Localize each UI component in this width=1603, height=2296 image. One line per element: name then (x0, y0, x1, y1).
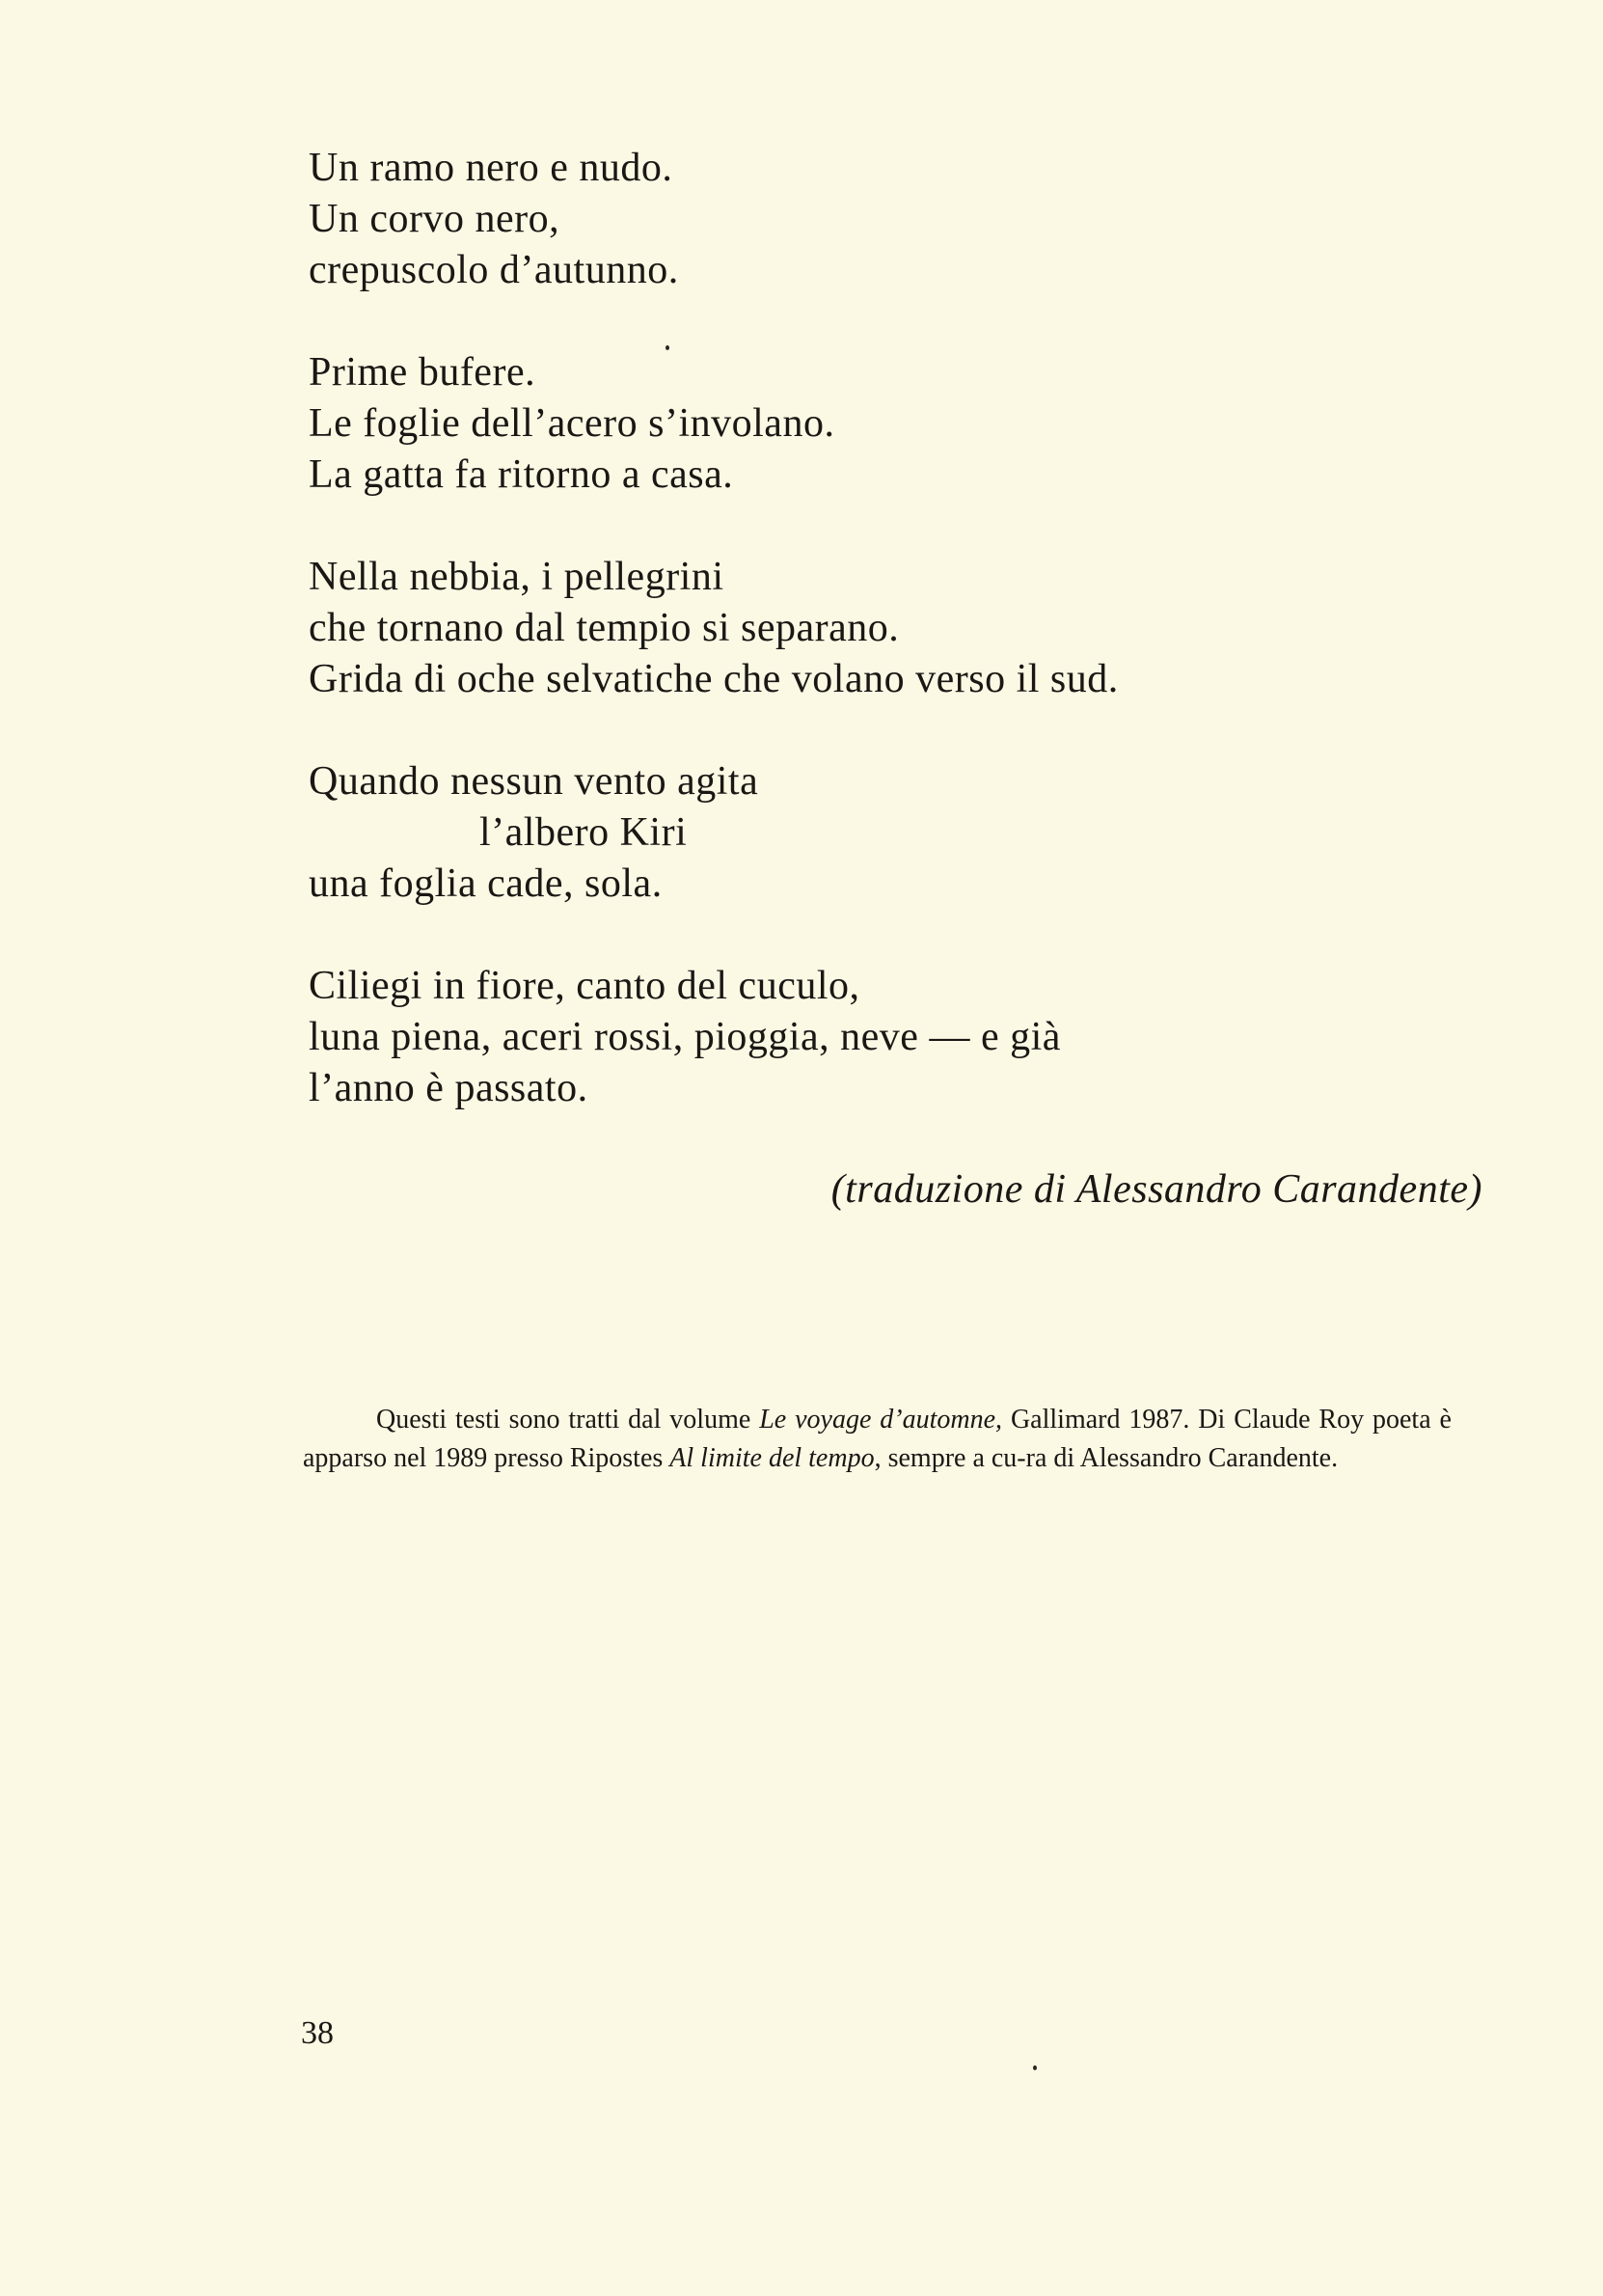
stanza-2 (309, 347, 1466, 501)
poem-line: Un corvo nero, (309, 197, 560, 241)
poem-line: crepuscolo d’autunno. (309, 248, 679, 292)
stanza-5 (309, 961, 1466, 1114)
poem-line: Un ramo nero e nudo. (309, 146, 673, 190)
poem-line: che tornano dal tempio si separano. (309, 606, 900, 650)
poem-line: luna piena, aceri rossi, pioggia, neve — e già (309, 1015, 1061, 1059)
stanza-1 (309, 143, 1466, 296)
poem-line: Le foglie dell’acero s’involano. (309, 401, 835, 446)
note-book-title: Al limite del tempo (669, 1443, 875, 1473)
poem-line: Prime bufere. (309, 350, 536, 395)
stanza-4 (309, 756, 1466, 910)
poem-line: Grida di oche selvatiche che volano verso il sud. (309, 657, 1119, 701)
source-note (303, 1401, 1452, 1478)
poem-line: Ciliegi in fiore, canto del cuculo, (309, 964, 860, 1008)
poem-line: La gatta fa ritorno a casa. (309, 452, 734, 497)
poem-line: Quando nessun vento agita (309, 759, 759, 804)
note-text: , sempre a cu-ra di Alessandro Carandente. (874, 1443, 1339, 1473)
ink-speck (1033, 2065, 1037, 2070)
poem-line: una foglia cade, sola. (309, 861, 663, 906)
ink-speck (666, 345, 669, 350)
page-number: 38 (301, 2015, 334, 2051)
note-text: Questi testi sono tratti dal volume (376, 1405, 760, 1435)
poem-line-indented: l’albero Kiri (479, 810, 688, 855)
note-text: Gallimard 1987. Di Claude Roy poeta è apparso nel 1989 presso Ripostes (303, 1405, 1452, 1473)
translation-credit: (traduzione di Alessandro Carandente) (830, 1167, 1482, 1212)
poem-line: Nella nebbia, i pellegrini (309, 555, 724, 599)
stanza-3 (309, 552, 1466, 705)
poem (309, 143, 1466, 1165)
note-book-title: Le voyage d’automne, (759, 1405, 1003, 1435)
poem-line: l’anno è passato. (309, 1066, 588, 1110)
